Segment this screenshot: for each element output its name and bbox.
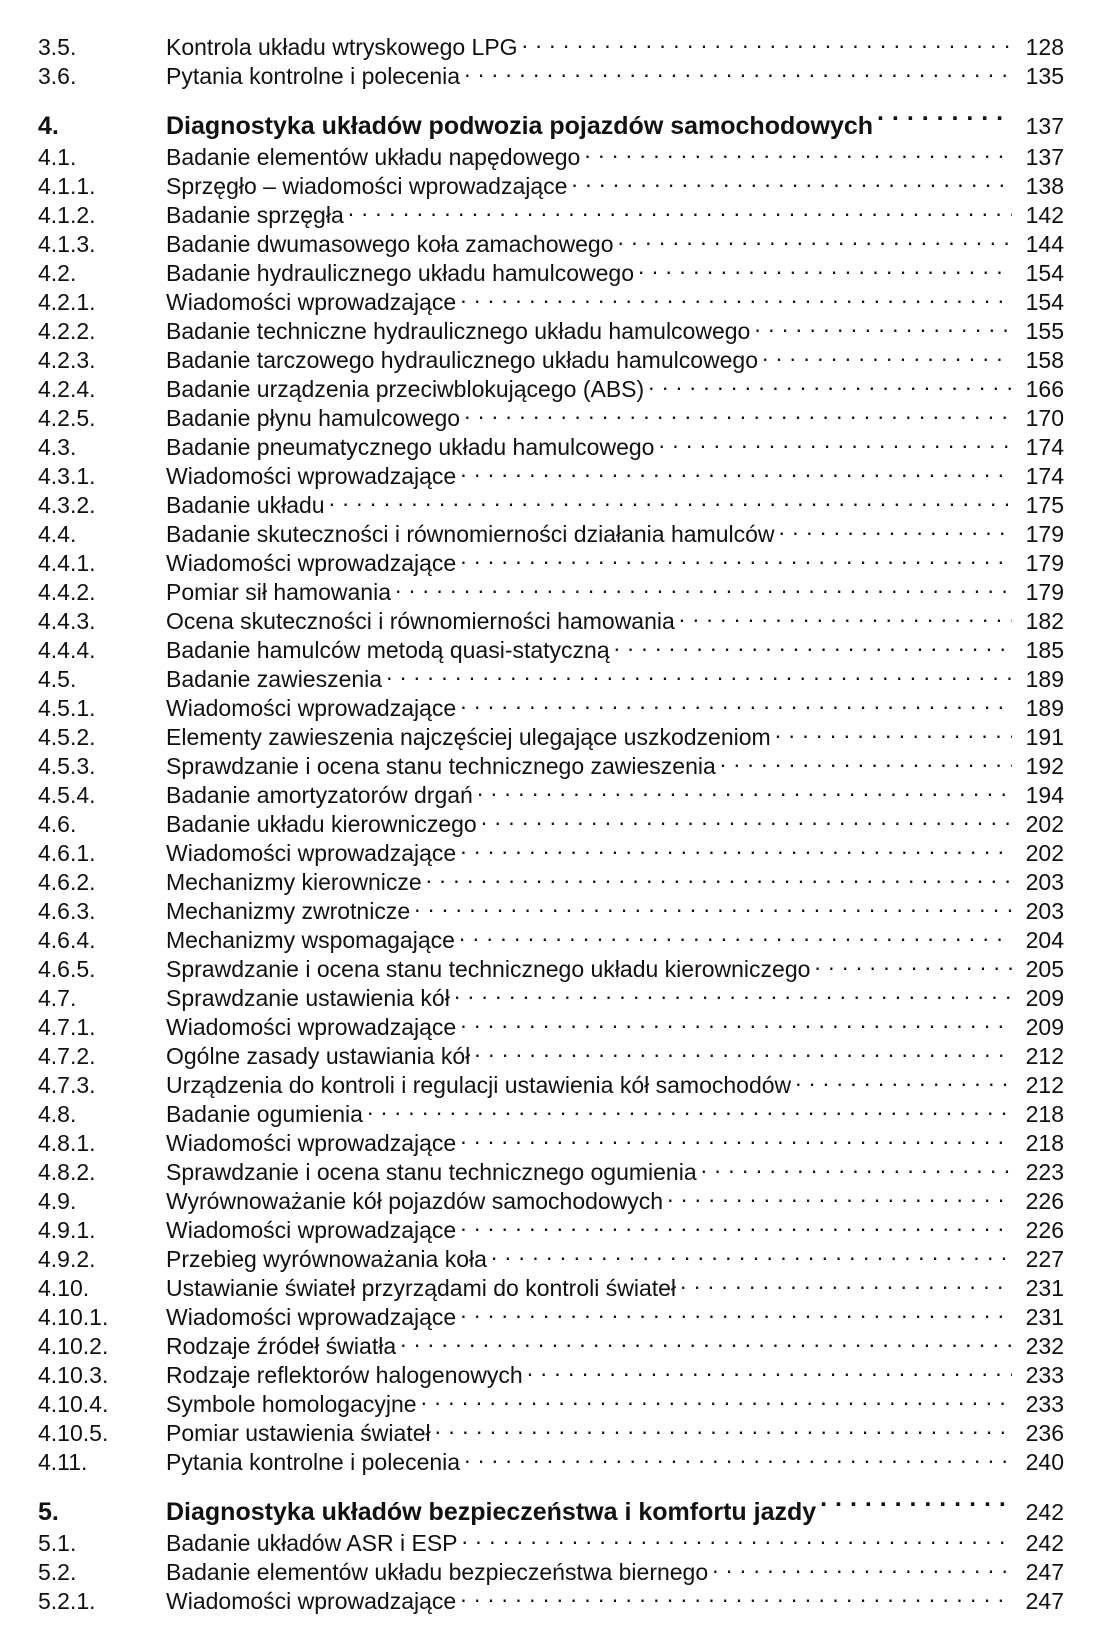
dot-leader: [464, 397, 1012, 426]
toc-entry-page-number: 179: [1025, 521, 1064, 547]
toc-entry-title: Ogólne zasady ustawiania kół: [166, 1043, 471, 1069]
toc-entry-page-number: 142: [1025, 202, 1064, 228]
toc-entry-page-number: 242: [1025, 1530, 1064, 1556]
dot-leader: [571, 165, 1012, 194]
dot-leader: [414, 890, 1012, 919]
toc-entry-page-number: 192: [1025, 753, 1064, 779]
toc-entry-number: 4.6.5.: [38, 956, 96, 982]
toc-entry-title: Wiadomości wprowadzające: [166, 1130, 457, 1156]
toc-entry-number: 3.6.: [38, 63, 77, 89]
toc-entry-number: 5.: [38, 1498, 59, 1526]
toc-entry-title: Badanie techniczne hydraulicznego układu hamulcowego: [166, 318, 751, 344]
dot-leader: [762, 339, 1012, 368]
toc-entry-page-number: 212: [1025, 1072, 1064, 1098]
dot-leader: [491, 1238, 1012, 1267]
dot-leader: [464, 1441, 1012, 1470]
toc-entry-number: 4.6.1.: [38, 840, 96, 866]
toc-entry-title: Badanie elementów układu bezpieczeństwa biernego: [166, 1559, 709, 1585]
toc-entry-page-number: 138: [1025, 173, 1064, 199]
toc-entry-number: 5.2.1.: [38, 1588, 96, 1614]
toc-entry-number: 4.1.: [38, 144, 77, 170]
toc-entry-title: Sprawdzanie i ocena stanu technicznego układu kierowniczego: [166, 956, 811, 982]
toc-entry-title: Rodzaje reflektorów halogenowych: [166, 1362, 523, 1388]
dot-leader: [779, 513, 1012, 542]
dot-leader: [481, 803, 1012, 832]
toc-entry-title: Badanie ogumienia: [166, 1101, 363, 1127]
toc-entry-title: Badanie hamulców metodą quasi-statyczną: [166, 637, 610, 663]
toc-entry-title: Wiadomości wprowadzające: [166, 550, 457, 576]
dot-leader: [658, 426, 1012, 455]
toc-entry-title: Mechanizmy wspomagające: [166, 927, 455, 953]
toc-entry-title: Badanie płynu hamulcowego: [166, 405, 461, 431]
toc-chapter-entry: [38, 1476, 1064, 1526]
toc-entry-number: 4.: [38, 112, 59, 140]
toc-entry-number: 5.1.: [38, 1530, 77, 1556]
toc-entry-number: 4.7.: [38, 985, 77, 1011]
toc-entry-title: Wiadomości wprowadzające: [166, 1588, 457, 1614]
toc-entry-number: 4.2.: [38, 260, 77, 286]
toc-entry-page-number: 202: [1025, 840, 1064, 866]
toc-entry-number: 4.1.3.: [38, 231, 96, 257]
dot-leader: [477, 774, 1012, 803]
toc-entry-title: Sprawdzanie i ocena stanu technicznego zawieszenia: [166, 753, 716, 779]
toc-entry-page-number: 236: [1025, 1420, 1064, 1446]
toc-entry-title: Badanie pneumatycznego układu hamulcowego: [166, 434, 655, 460]
toc-entry-page-number: 233: [1025, 1362, 1064, 1388]
dot-leader: [638, 252, 1012, 281]
toc-entry-title: Badanie sprzęgła: [166, 202, 344, 228]
toc-entry-title: Urządzenia do kontroli i regulacji ustawienia kół samochodów: [166, 1072, 792, 1098]
toc-entry-title: Sprawdzanie i ocena stanu technicznego ogumienia: [166, 1159, 697, 1185]
toc-entry-title: Symbole homologacyjne: [166, 1391, 417, 1417]
dot-leader: [367, 1093, 1012, 1122]
toc-entry-number: 4.2.1.: [38, 289, 96, 315]
toc-entry-number: 4.5.3.: [38, 753, 96, 779]
toc-entry-title: Diagnostyka układów podwozia pojazdów samochodowych: [166, 112, 874, 140]
toc-entry-number: 4.2.3.: [38, 347, 96, 373]
toc-entry-page-number: 209: [1025, 985, 1064, 1011]
toc-entry-page-number: 194: [1025, 782, 1064, 808]
toc-entry-page-number: 137: [1025, 144, 1064, 170]
toc-entry-title: Wiadomości wprowadzające: [166, 463, 457, 489]
toc-entry-page-number: 179: [1025, 550, 1064, 576]
toc-entry-number: 4.8.2.: [38, 1159, 96, 1185]
toc-entry-page-number: 218: [1025, 1130, 1064, 1156]
toc-entry-page-number: 154: [1025, 260, 1064, 286]
table-of-contents: [38, 26, 1064, 1614]
toc-entry-number: 4.3.: [38, 434, 77, 460]
toc-entry-number: 4.6.3.: [38, 898, 96, 924]
toc-entry-page-number: 223: [1025, 1159, 1064, 1185]
toc-entry-page-number: 209: [1025, 1014, 1064, 1040]
toc-entry-number: 4.9.1.: [38, 1217, 96, 1243]
toc-entry-number: 4.1.1.: [38, 173, 96, 199]
dot-leader: [462, 1522, 1012, 1551]
toc-entry-title: Wiadomości wprowadzające: [166, 289, 457, 315]
dot-leader: [460, 1209, 1012, 1238]
toc-entry-page-number: 189: [1025, 666, 1064, 692]
toc-entry-title: Badanie dwumasowego koła zamachowego: [166, 231, 614, 257]
toc-entry-number: 4.2.2.: [38, 318, 96, 344]
toc-entry-page-number: 218: [1025, 1101, 1064, 1127]
toc-entry-title: Badanie układu: [166, 492, 325, 518]
dot-leader: [820, 1476, 1012, 1520]
dot-leader: [460, 1296, 1012, 1325]
toc-entry-number: 4.2.4.: [38, 376, 96, 402]
toc-entry-number: 3.5.: [38, 34, 77, 60]
toc-entry-page-number: 185: [1025, 637, 1064, 663]
toc-entry-number: 4.11.: [38, 1449, 88, 1475]
dot-leader: [814, 948, 1012, 977]
dot-leader: [522, 26, 1012, 55]
toc-entry-page-number: 247: [1025, 1588, 1064, 1614]
toc-entry-title: Badanie urządzenia przeciwblokującego (ABS): [166, 376, 645, 402]
toc-entry-page-number: 227: [1025, 1246, 1064, 1272]
toc-entry-page-number: 182: [1025, 608, 1064, 634]
toc-entry-number: 4.5.4.: [38, 782, 96, 808]
toc-entry-title: Badanie hydraulicznego układu hamulcowego: [166, 260, 634, 286]
dot-leader: [459, 919, 1012, 948]
toc-entry-title: Rodzaje źródeł światła: [166, 1333, 397, 1359]
toc-entry-title: Badanie układu kierowniczego: [166, 811, 477, 837]
toc-entry-page-number: 204: [1025, 927, 1064, 953]
toc-entry-title: Wiadomości wprowadzające: [166, 1304, 457, 1330]
dot-leader: [460, 1006, 1012, 1035]
dot-leader: [679, 600, 1012, 629]
toc-entry-number: 4.7.1.: [38, 1014, 96, 1040]
toc-entry-number: 4.6.: [38, 811, 77, 837]
toc-entry-title: Mechanizmy zwrotnicze: [166, 898, 411, 924]
toc-entry-title: Wiadomości wprowadzające: [166, 1217, 457, 1243]
dot-leader: [527, 1354, 1012, 1383]
dot-leader: [701, 1151, 1012, 1180]
dot-leader: [795, 1064, 1012, 1093]
toc-entry-page-number: 170: [1025, 405, 1064, 431]
toc-entry-page-number: 166: [1025, 376, 1064, 402]
toc-entry-title: Badanie amortyzatorów drgań: [166, 782, 473, 808]
dot-leader: [329, 484, 1012, 513]
toc-entry-number: 4.4.4.: [38, 637, 96, 663]
dot-leader: [386, 658, 1012, 687]
dot-leader: [618, 223, 1012, 252]
toc-entry-page-number: 247: [1025, 1559, 1064, 1585]
toc-entry-title: Ustawianie świateł przyrządami do kontroli świateł: [166, 1275, 677, 1301]
toc-entry-title: Pytania kontrolne i polecenia: [166, 1449, 461, 1475]
dot-leader: [454, 977, 1012, 1006]
dot-leader: [348, 194, 1012, 223]
toc-entry-number: 4.1.2.: [38, 202, 96, 228]
toc-entry-title: Wiadomości wprowadzające: [166, 840, 457, 866]
toc-entry-number: 4.8.1.: [38, 1130, 96, 1156]
toc-entry-title: Przebieg wyrównoważania koła: [166, 1246, 487, 1272]
dot-leader: [614, 629, 1012, 658]
toc-entry-number: 4.5.2.: [38, 724, 96, 750]
dot-leader: [712, 1551, 1012, 1580]
toc-entry-title: Mechanizmy kierownicze: [166, 869, 422, 895]
dot-leader: [648, 368, 1012, 397]
toc-entry-page-number: 226: [1025, 1217, 1064, 1243]
toc-entry-title: Sprawdzanie ustawienia kół: [166, 985, 450, 1011]
toc-entry-title: Ocena skuteczności i równomierności hamowania: [166, 608, 675, 634]
toc-entry-number: 4.2.5.: [38, 405, 96, 431]
toc-entry-page-number: 202: [1025, 811, 1064, 837]
toc-entry-title: Elementy zawieszenia najczęściej ulegające uszkodzeniom: [166, 724, 771, 750]
toc-entry-number: 4.10.: [38, 1275, 90, 1301]
toc-entry-number: 4.6.4.: [38, 927, 96, 953]
dot-leader: [680, 1267, 1012, 1296]
toc-entry-page-number: 158: [1025, 347, 1064, 373]
toc-entry-page-number: 212: [1025, 1043, 1064, 1069]
toc-entry-title: Badanie zawieszenia: [166, 666, 383, 692]
toc-entry-title: Badanie układów ASR i ESP: [166, 1530, 458, 1556]
toc-entry-title: Sprzęgło – wiadomości wprowadzające: [166, 173, 568, 199]
dot-leader: [426, 861, 1012, 890]
toc-entry-number: 4.7.3.: [38, 1072, 96, 1098]
toc-entry-page-number: 189: [1025, 695, 1064, 721]
dot-leader: [395, 571, 1012, 600]
dot-leader: [460, 687, 1012, 716]
toc-entry-number: 4.5.1.: [38, 695, 96, 721]
toc-entry-number: 4.4.: [38, 521, 77, 547]
toc-entry-number: 4.4.1.: [38, 550, 96, 576]
toc-entry-page-number: 203: [1025, 898, 1064, 924]
toc-entry-number: 4.10.3.: [38, 1362, 109, 1388]
toc-entry-page-number: 205: [1025, 956, 1064, 982]
toc-entry-page-number: 191: [1025, 724, 1064, 750]
toc-entry-number: 4.10.5.: [38, 1420, 109, 1446]
dot-leader: [754, 310, 1012, 339]
toc-entry-number: 4.6.2.: [38, 869, 96, 895]
toc-entry-title: Diagnostyka układów bezpieczeństwa i komfortu jazdy: [166, 1498, 817, 1526]
dot-leader: [667, 1180, 1012, 1209]
dot-leader: [460, 455, 1012, 484]
toc-entry-title: Kontrola układu wtryskowego LPG: [166, 34, 518, 60]
toc-entry-number: 4.4.2.: [38, 579, 96, 605]
toc-entry-title: Badanie elementów układu napędowego: [166, 144, 581, 170]
dot-leader: [435, 1412, 1012, 1441]
toc-entry-page-number: 144: [1025, 231, 1064, 257]
dot-leader: [400, 1325, 1012, 1354]
dot-leader: [584, 136, 1012, 165]
toc-entry-page-number: 232: [1025, 1333, 1064, 1359]
toc-entry-number: 4.10.2.: [38, 1333, 109, 1359]
toc-entry-number: 4.10.1.: [38, 1304, 109, 1330]
toc-entry-number: 4.4.3.: [38, 608, 96, 634]
toc-entry-number: 5.2.: [38, 1559, 77, 1585]
dot-leader: [421, 1383, 1012, 1412]
toc-entry-number: 4.10.4.: [38, 1391, 109, 1417]
toc-entry-page-number: 226: [1025, 1188, 1064, 1214]
toc-entry-title: Badanie tarczowego hydraulicznego układu hamulcowego: [166, 347, 758, 373]
toc-entry-page-number: 231: [1025, 1275, 1064, 1301]
dot-leader: [464, 55, 1012, 84]
toc-entry-page-number: 137: [1025, 113, 1064, 139]
toc-entry-title: Pomiar sił hamowania: [166, 579, 391, 605]
dot-leader: [474, 1035, 1012, 1064]
toc-entry-page-number: 240: [1025, 1449, 1064, 1475]
dot-leader: [460, 281, 1012, 310]
toc-entry-page-number: 233: [1025, 1391, 1064, 1417]
toc-entry-number: 4.9.2.: [38, 1246, 96, 1272]
toc-entry-page-number: 175: [1025, 492, 1064, 518]
toc-entry-number: 4.8.: [38, 1101, 77, 1127]
toc-entry-number: 4.7.2.: [38, 1043, 96, 1069]
toc-entry-page-number: 231: [1025, 1304, 1064, 1330]
toc-entry-title: Badanie skuteczności i równomierności działania hamulców: [166, 521, 775, 547]
toc-entry-page-number: 203: [1025, 869, 1064, 895]
toc-entry-page-number: 154: [1025, 289, 1064, 315]
toc-entry-number: 4.9.: [38, 1188, 77, 1214]
toc-entry-title: Pytania kontrolne i polecenia: [166, 63, 461, 89]
toc-entry-title: Wiadomości wprowadzające: [166, 695, 457, 721]
toc-entry-page-number: 174: [1025, 434, 1064, 460]
toc-chapter-entry: [38, 90, 1064, 140]
toc-entry-page-number: 135: [1025, 63, 1064, 89]
toc-entry-title: Pomiar ustawienia świateł: [166, 1420, 431, 1446]
toc-entry-page-number: 242: [1025, 1499, 1064, 1525]
toc-entry-title: Wiadomości wprowadzające: [166, 1014, 457, 1040]
dot-leader: [460, 1580, 1012, 1609]
toc-entry-page-number: 128: [1025, 34, 1064, 60]
dot-leader: [775, 716, 1012, 745]
toc-entry: [38, 26, 1064, 60]
toc-entry-page-number: 174: [1025, 463, 1064, 489]
dot-leader: [877, 90, 1012, 134]
toc-entry-page-number: 179: [1025, 579, 1064, 605]
toc-entry-number: 4.3.2.: [38, 492, 96, 518]
dot-leader: [460, 542, 1012, 571]
dot-leader: [460, 1122, 1012, 1151]
toc-entry-number: 4.5.: [38, 666, 77, 692]
dot-leader: [460, 832, 1012, 861]
toc-entry-title: Wyrównoważanie kół pojazdów samochodowych: [166, 1188, 664, 1214]
toc-entry-page-number: 155: [1025, 318, 1064, 344]
toc-entry-number: 4.3.1.: [38, 463, 96, 489]
dot-leader: [720, 745, 1012, 774]
